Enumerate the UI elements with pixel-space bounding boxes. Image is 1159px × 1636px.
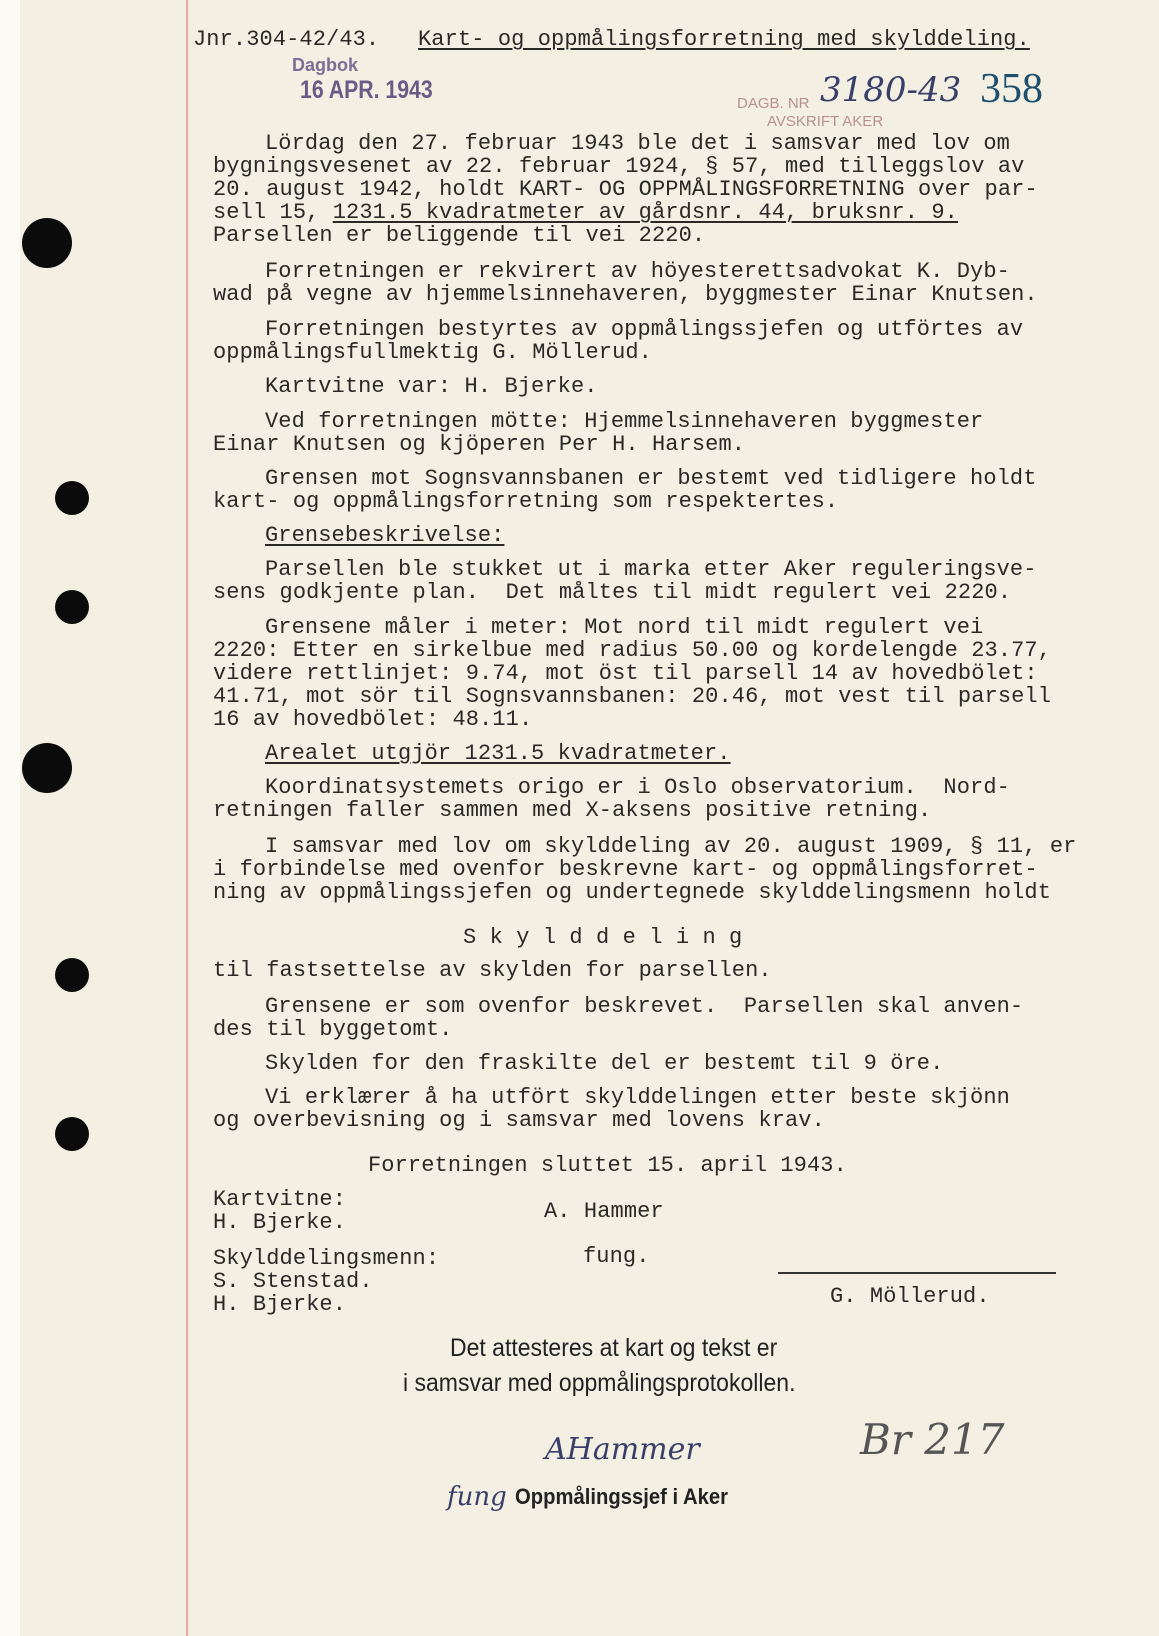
punch-hole: [55, 590, 89, 624]
text-line: Parsellen er beliggende til vei 2220.: [213, 223, 706, 248]
text-line: I samsvar med lov om skylddeling av 20. august 1909, § 11, er: [265, 834, 1077, 859]
dagb-nr-stamp: DAGB. NR: [737, 95, 810, 112]
document-title: Kart- og oppmålingsforretning med skylddeling.: [418, 27, 1030, 52]
dagbok-stamp: Dagbok: [292, 55, 359, 75]
text-line: Skylden for den fraskilte del er bestemt til 9 öre.: [265, 1051, 944, 1076]
text-line: [265, 524, 504, 547]
text-line: oppmålingsfullmektig G. Möllerud.: [213, 340, 652, 365]
text-line: Ved forretningen mötte: Hjemmelsinnehaveren byggmester: [265, 409, 984, 434]
text-line: Einar Knutsen og kjöperen Per H. Harsem.: [213, 432, 746, 457]
signature-line: [778, 1272, 1056, 1274]
text-line: Forretningen sluttet 15. april 1943.: [368, 1153, 847, 1178]
text-line: retningen faller sammen med X-aksens positive retning.: [213, 798, 932, 823]
text-line: wad på vegne av hjemmelsinnehaveren, byggmester Einar Knutsen.: [213, 282, 1038, 307]
text-line: sens godkjente plan. Det måltes til midt regulert vei 2220.: [213, 580, 1012, 605]
punch-hole: [55, 481, 89, 515]
handwritten-number: 3180-43: [820, 70, 962, 110]
text-line: Grensene er som ovenfor beskrevet. Parsellen skal anven-: [265, 994, 1024, 1019]
handwritten-signature: AHammer: [545, 1432, 700, 1467]
text-line: Vi erklærer å ha utfört skylddelingen etter beste skjönn: [265, 1085, 1010, 1110]
punch-hole: [55, 1117, 89, 1151]
punch-hole: [22, 743, 72, 793]
text-line: og overbevisning og i samsvar med lovens krav.: [213, 1108, 825, 1133]
text-line: i forbindelse med ovenfor beskrevne kart- og oppmålingsforret-: [213, 857, 1038, 882]
text-line: des til byggetomt.: [213, 1017, 453, 1042]
text-line: [265, 742, 731, 765]
text-line: Kartvitne var: H. Bjerke.: [265, 374, 598, 399]
journal-number: Jnr.304-42/43.: [193, 27, 380, 52]
handwritten-fung: fung: [447, 1482, 507, 1512]
text-line: S k y l d d e l i n g: [463, 925, 743, 950]
text-line: bygningsvesenet av 22. februar 1924, § 57, med tilleggslov av: [213, 154, 1025, 179]
text-line: ning av oppmålingssjefen og undertegnede skylddelingsmenn holdt: [213, 880, 1052, 905]
underlined-text: Arealet utgjör 1231.5 kvadratmeter.: [265, 741, 731, 766]
text-line: Koordinatsystemets origo er i Oslo observatorium. Nord-: [265, 775, 1010, 800]
underlined-text: 1231.5 kvadratmeter av gårdsnr. 44, bruksnr. 9.: [332, 200, 958, 225]
text-line: kart- og oppmålingsforretning som respektertes.: [213, 489, 839, 514]
underlined-text: Grensebeskrivelse:: [265, 523, 505, 548]
text-segment: sell 15,: [213, 200, 333, 225]
page-number: 358: [980, 66, 1043, 112]
skylddelingsmann-name: H. Bjerke.: [213, 1292, 347, 1317]
text-line: til fastsettelse av skylden for parsellen.: [213, 958, 772, 983]
attestation-line: Det attesteres at kart og tekst er: [450, 1334, 778, 1362]
text-line: Lördag den 27. februar 1943 ble det i samsvar med lov om: [265, 131, 1010, 156]
margin-line: [186, 0, 188, 1636]
hammer-name: A. Hammer: [544, 1199, 664, 1224]
text-line: 16 av hovedbölet: 48.11.: [213, 707, 533, 732]
punch-hole: [22, 218, 72, 268]
text-line: videre rettlinjet: 9.74, mot öst til parsell 14 av hovedbölet:: [213, 661, 1038, 686]
text-line: 41.71, mot sör til Sognsvannsbanen: 20.46, mot vest til parsell: [213, 684, 1052, 709]
mollerud-name: G. Möllerud.: [830, 1284, 990, 1309]
punch-hole: [55, 958, 89, 992]
handwritten-reference: Br 217: [860, 1415, 1005, 1464]
signatory-title: Oppmålingssjef i Aker: [515, 1484, 728, 1509]
text-line: Grensene måler i meter: Mot nord til midt regulert vei: [265, 615, 984, 640]
text-line: Grensen mot Sognsvannsbanen er bestemt ved tidligere holdt: [265, 466, 1037, 491]
kartvitne-name: H. Bjerke.: [213, 1210, 347, 1235]
scan-edge: [0, 0, 20, 1636]
text-line: Forretningen er rekvirert av höyesterettsadvokat K. Dyb-: [265, 259, 1010, 284]
text-line: Parsellen ble stukket ut i marka etter Aker reguleringsve-: [265, 557, 1037, 582]
attestation-line: i samsvar med oppmålingsprotokollen.: [403, 1369, 796, 1397]
fung-label: fung.: [583, 1244, 650, 1269]
kartvitne-label: Kartvitne:: [213, 1187, 347, 1212]
avskrift-stamp: AVSKRIFT AKER: [767, 113, 884, 130]
text-line: 20. august 1942, holdt KART- OG OPPMÅLINGSFORRETNING over par-: [213, 177, 1038, 202]
text-line: [213, 201, 958, 224]
skylddelingsmenn-label: Skylddelingsmenn:: [213, 1246, 440, 1271]
text-line: Forretningen bestyrtes av oppmålingssjefen og utförtes av: [265, 317, 1024, 342]
text-line: 2220: Etter en sirkelbue med radius 50.00 og kordelengde 23.77,: [213, 638, 1052, 663]
skylddelingsmann-name: S. Stenstad.: [213, 1269, 373, 1294]
date-stamp: 16 APR. 1943: [300, 76, 433, 104]
